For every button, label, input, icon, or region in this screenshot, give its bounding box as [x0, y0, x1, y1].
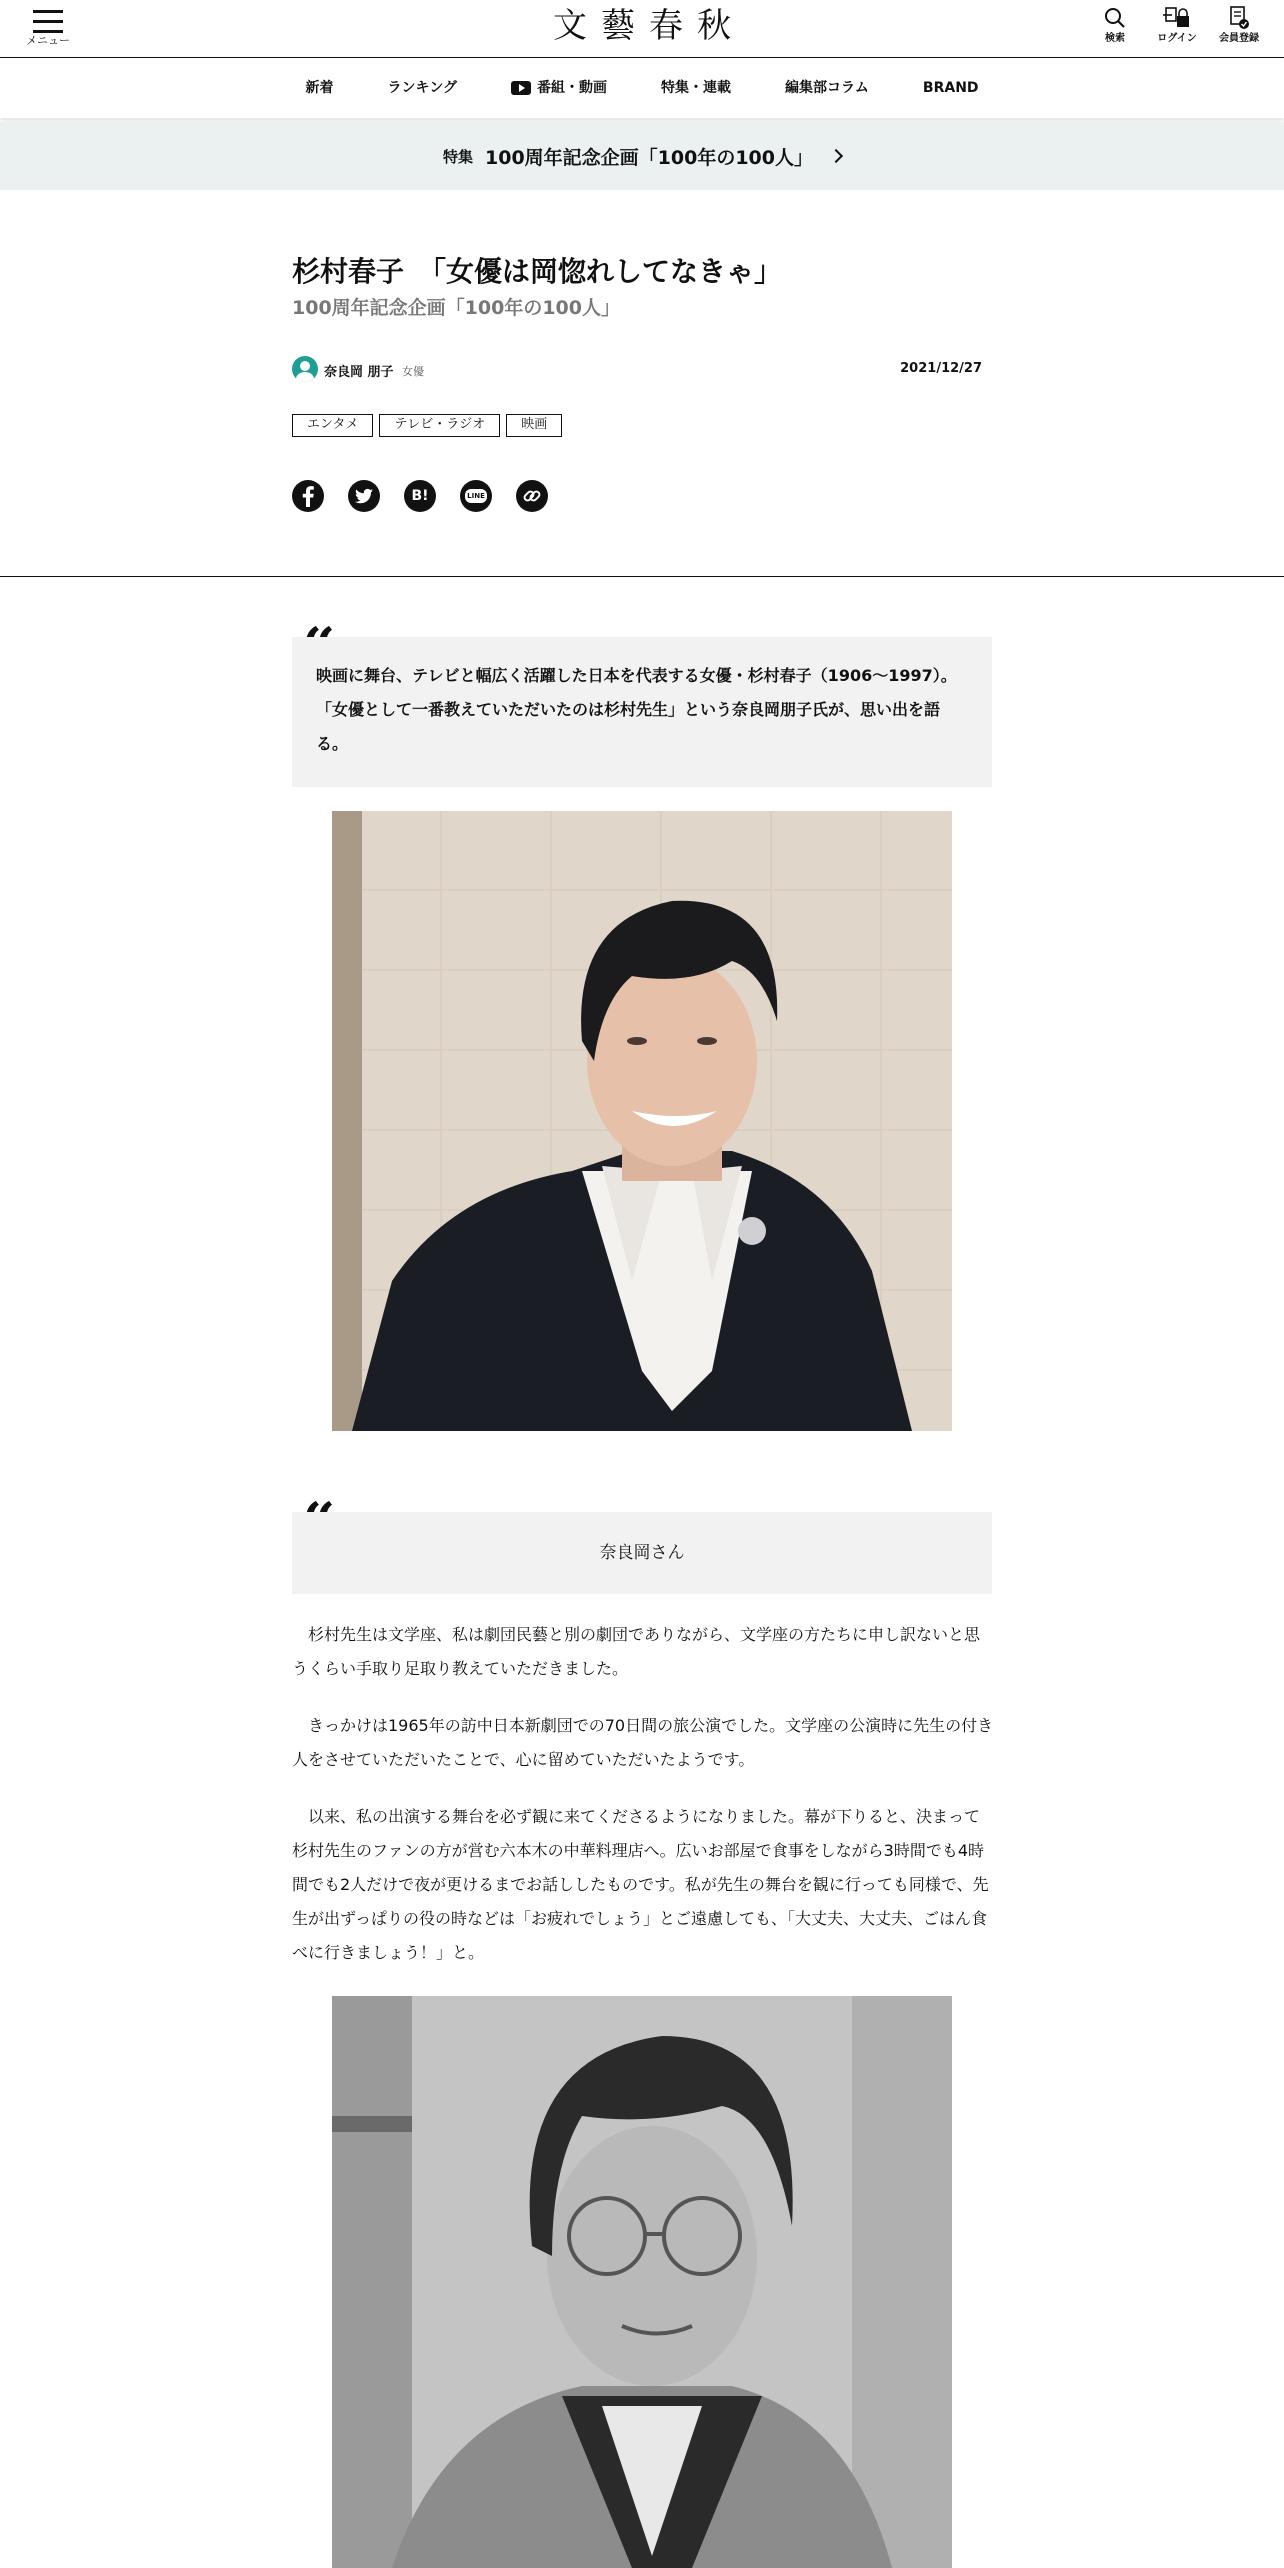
video-play-icon	[511, 81, 531, 95]
article-paragraph-3: 以来、私の出演する舞台を必ず観に来てくださるようになりました。幕が下りると、決まって杉村先生のファンの方が営む六本木の中華料理店へ。広いお部屋で食事をしながら3時間でも4時間でも2人だけで夜が更けるまでお話ししたものです。私が先生の舞台を観に行っても同様で、先生が出ずっぱりの役の時などは「お疲れでしょう」とご遠慮しても、「大丈夫、大丈夫、ごはん食べに行きましょう！」と。	[292, 1807, 989, 1962]
publish-date: 2021/12/27	[900, 361, 982, 376]
hamburger-icon	[33, 8, 63, 34]
tag-entame[interactable]: エンタメ	[292, 414, 373, 437]
search-icon	[1103, 6, 1127, 30]
header-actions	[1092, 4, 1262, 46]
hatena-share-button[interactable]	[404, 480, 436, 512]
article-paragraph-1: 杉村先生は文学座、私は劇団民藝と別の劇団でありながら、文学座の方たちに申し訳ないと思うくらい手取り足取り教えていただきました。	[292, 1625, 981, 1678]
author-avatar	[292, 356, 318, 382]
nav-item-brand[interactable]	[896, 58, 1006, 118]
search-button[interactable]	[1092, 4, 1138, 46]
search-label: 検索	[1105, 33, 1125, 44]
speaker-label: 奈良岡さん	[292, 1512, 992, 1594]
line-icon: LINE	[465, 489, 487, 503]
nav-item-features[interactable]	[634, 58, 758, 118]
register-icon	[1227, 6, 1251, 30]
section-divider	[0, 576, 1284, 577]
chevron-right-icon	[829, 149, 843, 163]
login-label: ログイン	[1157, 33, 1197, 44]
nav-item-new[interactable]	[278, 58, 360, 118]
twitter-share-button[interactable]	[348, 480, 380, 512]
share-buttons	[292, 480, 548, 512]
nav-item-label: ランキング	[387, 80, 458, 96]
hatena-icon: B!	[411, 488, 429, 504]
link-icon	[516, 480, 548, 512]
main-nav	[0, 58, 1284, 118]
nav-item-label: BRAND	[922, 80, 979, 96]
author-name[interactable]: 奈良岡 朋子	[324, 365, 394, 380]
author-role: 女優	[402, 365, 424, 378]
login-icon	[1163, 6, 1191, 30]
portrait-illustration	[332, 1996, 952, 2568]
article-photo-1	[332, 811, 952, 1431]
tag-tv-radio[interactable]: テレビ・ラジオ	[379, 414, 500, 437]
tag-movie[interactable]: 映画	[506, 414, 562, 437]
menu-label: メニュー	[26, 34, 70, 47]
site-header	[0, 0, 1284, 58]
article-paragraph-2: きっかけは1965年の訪中日本新劇団での70日間の旅公演でした。文学座の公演時に先生の付き人をさせていただいたことで、心に留めていただいたようです。	[292, 1716, 994, 1769]
facebook-share-button[interactable]	[292, 480, 324, 512]
article-title: 杉村春子 「女優は岡惚れしてなきゃ」	[292, 255, 783, 288]
nav-item-ranking[interactable]	[360, 58, 484, 118]
copy-link-button[interactable]	[516, 480, 548, 512]
article-header	[292, 252, 992, 552]
nav-item-column[interactable]	[758, 58, 896, 118]
nav-item-label: 編集部コラム	[785, 80, 869, 96]
facebook-icon	[292, 480, 324, 512]
article-photo-2	[332, 1996, 952, 2568]
feature-banner[interactable]	[0, 122, 1284, 190]
login-button[interactable]	[1154, 4, 1200, 46]
tag-list	[292, 414, 562, 437]
portrait-illustration	[332, 811, 952, 1431]
register-button[interactable]	[1216, 4, 1262, 46]
banner-title: 100周年記念企画「100年の100人」	[485, 146, 813, 169]
nav-item-label: 新着	[305, 80, 334, 96]
nav-item-label: 番組・動画	[537, 80, 608, 96]
nav-item-label: 特集・連載	[661, 80, 732, 96]
twitter-bird-icon	[348, 480, 380, 512]
article-meta	[292, 354, 982, 384]
site-logo[interactable]: 文藝春秋	[553, 6, 745, 46]
article-lead: 映画に舞台、テレビと幅広く活躍した日本を代表する女優・杉村春子（1906～1997）。「女優として一番教えていただいたのは杉村先生」という奈良岡朋子氏が、思い出を語る。	[292, 637, 992, 787]
banner-tag: 特集	[443, 147, 474, 166]
article-subtitle: 100周年記念企画「100年の100人」	[292, 297, 620, 319]
menu-button[interactable]	[20, 4, 76, 52]
register-label: 会員登録	[1219, 33, 1259, 44]
line-share-button[interactable]	[460, 480, 492, 512]
nav-item-video[interactable]	[484, 58, 634, 118]
